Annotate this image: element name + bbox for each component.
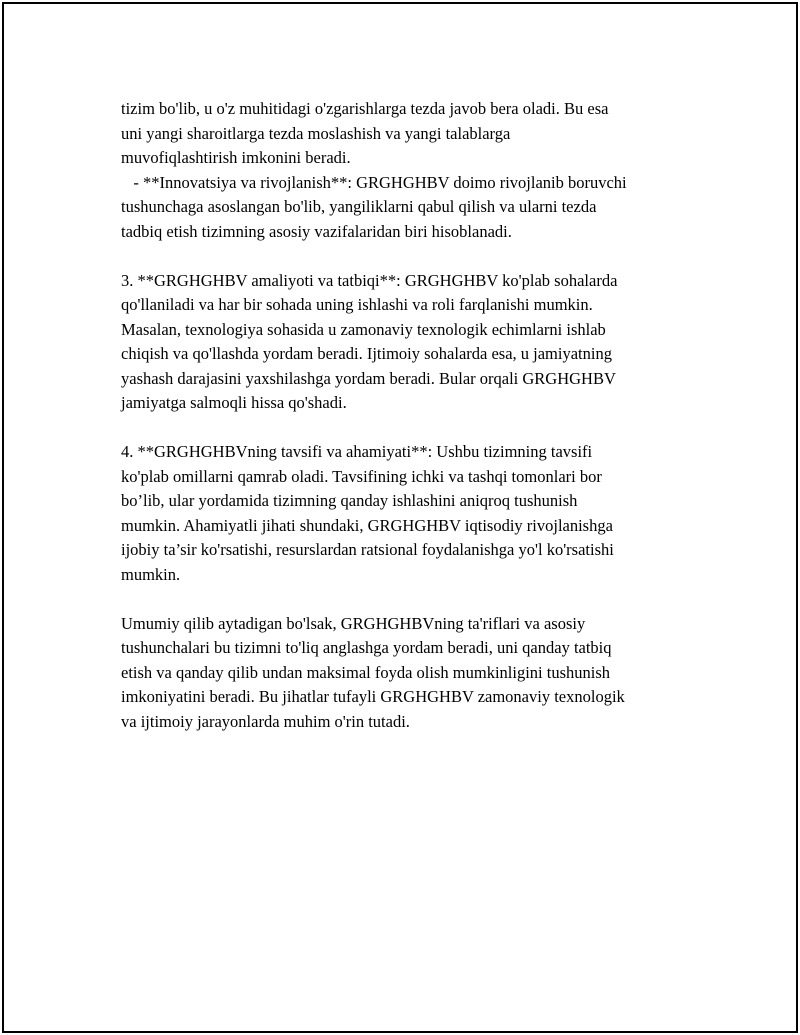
- text-line: ko'plab omillarni qamrab oladi. Tavsifining ichki va tashqi tomonlari bor: [121, 466, 602, 486]
- text-line: mumkin.: [121, 564, 181, 584]
- text-line: ijobiy ta’sir ko'rsatishi, resurslardan ratsional foydalanishga yo'l ko'rsatishi: [121, 540, 614, 559]
- text-line: - **Innovatsiya va rivojlanish**: GRGHGHBV doimo rivojlanib boruvchi: [121, 172, 627, 192]
- text-line: tushunchaga asoslangan bo'lib, yangiliklarni qabul qilish va ularni tezda: [121, 197, 597, 216]
- text-line: tizim bo'lib, u o'z muhitidagi o'zgarishlarga tezda javob bera oladi. Bu esa: [121, 99, 609, 118]
- text-line: qo'llaniladi va har bir sohada uning ishlashi va roli farqlanishi mumkin.: [121, 295, 593, 314]
- paragraph-gap: [121, 416, 696, 441]
- page-frame: [2, 2, 798, 1033]
- text-line: yashash darajasini yaxshilashga yordam beradi. Bular orqali GRGHGHBV: [121, 368, 616, 388]
- paragraph-gap: [121, 587, 696, 612]
- document-body: [121, 97, 696, 734]
- text-line: tushunchalari bu tizimni to'liq anglashga yordam beradi, uni qanday tatbiq: [121, 638, 612, 657]
- text-line: tadbiq etish tizimning asosiy vazifalaridan biri hisoblanadi.: [121, 221, 512, 241]
- text-line: Umumiy qilib aytadigan bo'lsak, GRGHGHBVning ta'riflari va asosiy: [121, 613, 586, 633]
- text-line: etish va qanday qilib undan maksimal foyda olish mumkinligini tushunish: [121, 662, 610, 682]
- text-line: chiqish va qo'llashda yordam beradi. Ijtimoiy sohalarda esa, u jamiyatning: [121, 344, 612, 363]
- text-line: 3. **GRGHGHBV amaliyoti va tatbiqi**: GRGHGHBV ko'plab sohalarda: [121, 270, 618, 290]
- text-line: bo’lib, ular yordamida tizimning qanday ishlashini aniqroq tushunish: [121, 491, 578, 510]
- text-line: imkoniyatini beradi. Bu jihatlar tufayli GRGHGHBV zamonaviy texnologik: [121, 687, 625, 706]
- text-line: Masalan, texnologiya sohasida u zamonaviy texnologik echimlarni ishlab: [121, 319, 606, 339]
- text-line: mumkin. Ahamiyatli jihati shundaki, GRGHGHBV iqtisodiy rivojlanishga: [121, 515, 613, 535]
- text-line: jamiyatga salmoqli hissa qo'shadi.: [121, 393, 347, 412]
- text-line: 4. **GRGHGHBVning tavsifi va ahamiyati**: Ushbu tizimning tavsifi: [121, 442, 593, 461]
- text-line: uni yangi sharoitlarga tezda moslashish va yangi talablarga: [121, 123, 511, 143]
- paragraph-gap: [121, 244, 696, 269]
- text-line: va ijtimoiy jarayonlarda muhim o'rin tutadi.: [121, 711, 410, 731]
- text-line: muvofiqlashtirish imkonini beradi.: [121, 148, 351, 167]
